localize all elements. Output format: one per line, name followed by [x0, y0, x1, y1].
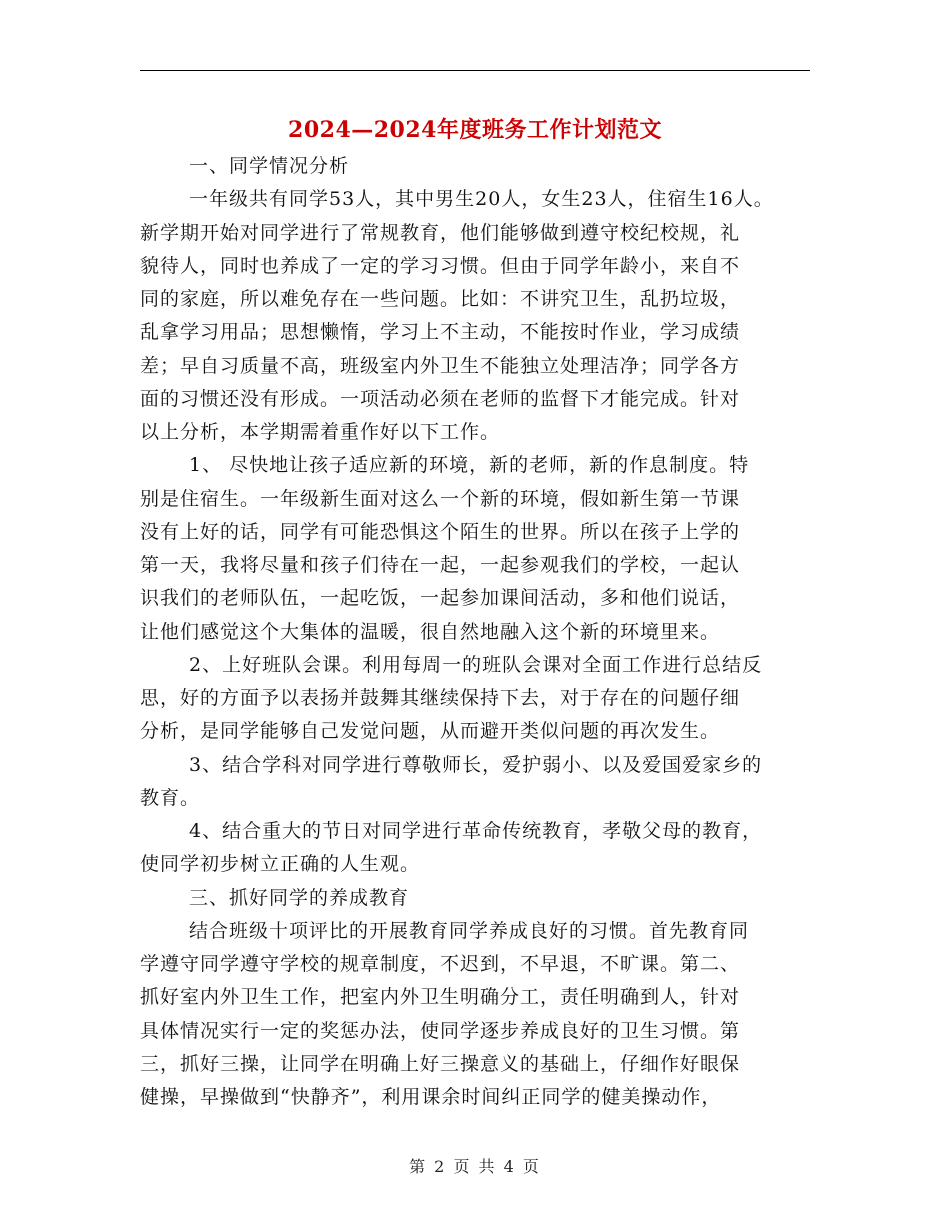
- body-line: 教育。: [140, 786, 201, 809]
- body-line: 1、 尽快地让孩子适应新的环境，新的老师，新的作息制度。特: [189, 454, 750, 477]
- body-line: 同的家庭，所以难免存在一些问题。比如：不讲究卫生，乱扔垃圾，: [140, 288, 741, 310]
- body-line: 抓好室内外卫生工作，把室内外卫生明确分工，责任明确到人，针对: [140, 986, 741, 1009]
- body-line: 健操，早操做到“快静齐”，利用课余时间纠正同学的健美操动作，: [140, 1086, 722, 1108]
- body-line: 乱拿学习用品；思想懒惰，学习上不主动，不能按时作业，学习成绩: [140, 321, 741, 344]
- body-line: 具体情况实行一定的奖惩办法，使同学逐步养成良好的卫生习惯。第: [140, 1019, 741, 1042]
- body-line: 结合班级十项评比的开展教育同学养成良好的习惯。首先教育同: [189, 919, 750, 942]
- body-line: 貌待人，同时也养成了一定的学习习惯。但由于同学年龄小，来自不: [140, 254, 741, 277]
- body-line: 一年级共有同学53人，其中男生20人，女生23人，住宿生16人。: [189, 188, 774, 211]
- body-line: 使同学初步树立正确的人生观。: [140, 853, 421, 876]
- body-line: 4、结合重大的节日对同学进行革命传统教育，孝敬父母的教育，: [189, 820, 763, 842]
- header-rule: [140, 70, 810, 71]
- body-line: 三，抓好三操，让同学在明确上好三操意义的基础上，仔细作好眼保: [140, 1052, 741, 1075]
- body-line: 三、抓好同学的养成教育: [189, 886, 410, 909]
- body-line: 没有上好的话，同学有可能恐惧这个陌生的世界。所以在孩子上学的: [140, 520, 741, 543]
- body-line: 2、上好班队会课。利用每周一的班队会课对全面工作进行总结反: [189, 653, 763, 676]
- body-line: 学遵守同学遵守学校的规章制度，不迟到，不早退，不旷课。第二、: [140, 953, 741, 975]
- body-line: 第一天，我将尽量和孩子们待在一起，一起参观我们的学校，一起认: [140, 554, 741, 576]
- body-line: 差；早自习质量不高，班级室内外卫生不能独立处理洁净；同学各方: [140, 354, 741, 377]
- body-line: 别是住宿生。一年级新生面对这么一个新的环境，假如新生第一节课: [140, 487, 741, 510]
- document-body: [140, 150, 840, 1114]
- body-line: 3、结合学科对同学进行尊敬师长，爱护弱小、以及爱国爱家乡的: [189, 753, 763, 776]
- page-number-footer: 第 2 页 共 4 页: [409, 1157, 541, 1176]
- body-line: 分析，是同学能够自己发觉问题，从而避开类似问题的再次发生。: [140, 720, 721, 743]
- body-line: 面的习惯还没有形成。一项活动必须在老师的监督下才能完成。针对: [140, 387, 741, 410]
- body-line: 识我们的老师队伍，一起吃饭，一起参加课间活动，多和他们说话，: [140, 587, 741, 610]
- body-line: 让他们感觉这个大集体的温暖，很自然地融入这个新的环境里来。: [140, 620, 721, 643]
- body-line: 一、同学情况分析: [189, 155, 350, 177]
- body-line: 以上分析，本学期需着重作好以下工作。: [140, 421, 501, 443]
- body-line: 思，好的方面予以表扬并鼓舞其继续保持下去，对于存在的问题仔细: [140, 687, 741, 709]
- body-line: 新学期开始对同学进行了常规教育，他们能够做到遵守校纪校规，礼: [140, 221, 741, 244]
- document-title: 2024—2024年度班务工作计划范文: [288, 117, 662, 143]
